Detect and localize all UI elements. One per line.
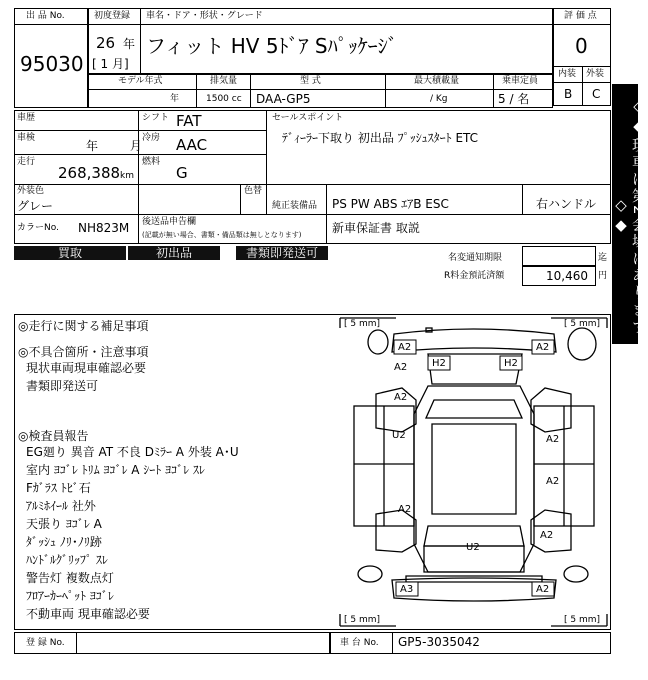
name-change-box — [522, 246, 596, 266]
venue-banner — [612, 84, 648, 344]
score-value: 0 — [575, 34, 588, 58]
shift-value: FAT — [176, 112, 202, 130]
fuel-value: G — [176, 164, 188, 182]
corner-label: [ 5 mm] — [564, 319, 601, 329]
corner-label: [ 5 mm] — [344, 319, 381, 329]
inspector-line: 室内 ﾖｺﾞﾚ ﾄﾘﾑ ﾖｺﾞﾚ A ｼｰﾄ ﾖｺﾞﾚ ｽﾚ — [26, 463, 205, 477]
svg-text:A2: A2 — [398, 342, 412, 353]
score-label: 評 価 点 — [564, 11, 597, 21]
badge-buyout: 買取 — [14, 246, 126, 260]
recycle-value: 10,460 — [546, 269, 588, 283]
damage-mark: A2 — [394, 392, 408, 403]
interior-grade: B — [564, 87, 573, 101]
displacement-label: 排気量 — [210, 76, 238, 86]
reg-no-label: 登 録 No. — [26, 638, 65, 648]
car-name: フィット HV 5ﾄﾞｱ Sﾊﾟｯｹｰｼﾞ — [146, 34, 398, 58]
defect-line: 書類即発送可 — [26, 379, 99, 393]
color-no-value: NH823M — [78, 221, 130, 235]
model-year-unit: 年 — [170, 94, 180, 104]
name-change-label: 名変通知期限 — [448, 253, 503, 263]
svg-text:H2: H2 — [504, 358, 518, 369]
name-label: 車名・ドア・形状・グレード — [146, 11, 263, 21]
inspector-line: Fｶﾞﾗｽ ﾄﾋﾞ石 — [26, 481, 91, 495]
svg-text:H2: H2 — [432, 358, 446, 369]
damage-mark: A2 — [394, 362, 408, 373]
capacity-label: 乗車定員 — [502, 76, 539, 86]
inspection-value: 年 月 — [86, 139, 142, 153]
model-year-label: モデル年式 — [118, 76, 163, 86]
year-unit: 年 — [123, 37, 136, 51]
inspector-line: ｱﾙﾐﾎｲｰﾙ 社外 — [26, 499, 96, 513]
inspection-label: 車検 — [17, 133, 36, 143]
svg-text:A2: A2 — [536, 342, 550, 353]
corner-label: [ 5 mm] — [564, 615, 601, 625]
exterior-label: 外装 — [586, 69, 605, 79]
sales-point-text: ﾃﾞｨｰﾗｰ下取り 初出品 ﾌﾟｯｼｭｽﾀｰﾄ ETC — [282, 131, 479, 145]
svg-text:A2: A2 — [536, 584, 550, 595]
equipment-value: PS PW ABS ｴｱB ESC — [332, 197, 449, 211]
mileage-unit: km — [120, 171, 134, 181]
repaint-label: 色替 — [244, 186, 263, 196]
warranty-value: 新車保証書 取説 — [332, 221, 420, 235]
type-value: DAA-GP5 — [256, 92, 311, 106]
mileage-value: 268,388 — [58, 164, 121, 182]
badge-first-listing: 初出品 — [128, 246, 220, 260]
inspector-line: ﾊﾝﾄﾞﾙｸﾞﾘｯﾌﾟ ｽﾚ — [26, 553, 108, 567]
inspector-label: ◎検査員報告 — [18, 429, 89, 443]
ac-label: 冷房 — [142, 133, 161, 143]
inspector-line: 不動車両 現車確認必要 — [26, 607, 150, 621]
equipment-label: 純正装備品 — [272, 201, 318, 211]
damage-mark — [396, 582, 418, 596]
ext-color-label: 外装色 — [17, 186, 45, 196]
lot-no: 95030 — [20, 52, 84, 76]
venue-banner-text: ◇◆現車は第2会場にあります◇◆ — [612, 96, 648, 336]
recycle-label: R料金預託済額 — [444, 271, 505, 281]
color-no-label: カラーNo. — [17, 223, 59, 233]
first-reg-label: 初度登録 — [94, 11, 131, 21]
ext-color-value: グレー — [17, 199, 54, 213]
chassis-no: GP5-3035042 — [398, 635, 480, 649]
svg-text:A3: A3 — [400, 584, 414, 595]
inspector-line: EG廻り 異音 AT 不良 Dﾐﾗｰ A 外装 A･U — [26, 445, 239, 459]
exterior-grade: C — [592, 87, 601, 101]
mileage-label: 走行 — [17, 157, 36, 167]
interior-label: 内装 — [558, 69, 577, 79]
capacity-value: 5 / 名 — [498, 92, 530, 106]
chassis-label: 車 台 No. — [340, 638, 379, 648]
first-reg-month: [ 1 月] — [92, 57, 129, 71]
corner-label: [ 5 mm] — [344, 615, 381, 625]
first-reg-year: 26 — [96, 34, 116, 52]
defects-label: ◎不具合箇所・注意事項 — [18, 345, 149, 359]
damage-mark — [394, 340, 416, 354]
damage-mark — [532, 582, 554, 596]
inspector-line: 天張り ﾖｺﾞﾚ A — [26, 517, 102, 531]
sales-point-label: セールスポイント — [272, 113, 344, 123]
driving-label: ◎走行に関する補足事項 — [18, 319, 149, 333]
post-docs-label: 後送品申告欄 — [142, 217, 197, 227]
car-damage-diagram — [336, 314, 611, 630]
damage-mark: U2 — [466, 542, 480, 553]
inspector-line: ﾀﾞｯｼｭ ﾉﾘ･ﾉﾘ跡 — [26, 535, 102, 549]
fuel-label: 燃料 — [142, 157, 161, 167]
post-docs-note: (記載が無い場合、書類・備品類は無しとなります) — [142, 231, 302, 239]
name-change-unit: 迄 — [598, 253, 608, 263]
defect-line: 現状車両現車確認必要 — [26, 361, 147, 375]
steering-value: 右ハンドル — [536, 197, 597, 211]
damage-mark: A2 — [546, 476, 560, 487]
inspector-line: ﾌﾛｱｰｶｰﾍﾟｯﾄ ﾖｺﾞﾚ — [26, 589, 114, 603]
damage-mark: A2 — [546, 434, 560, 445]
lot-no-label: 出 品 No. — [26, 11, 65, 21]
damage-mark — [532, 340, 554, 354]
history-label: 車歴 — [17, 113, 36, 123]
max-load-value: / Kg — [430, 94, 448, 104]
inspector-line: 警告灯 複数点灯 — [26, 571, 114, 585]
max-load-label: 最大積載量 — [414, 76, 460, 86]
damage-mark — [500, 356, 522, 370]
ac-value: AAC — [176, 136, 208, 154]
type-label: 型 式 — [300, 76, 321, 86]
damage-mark: A2 — [398, 504, 412, 515]
recycle-unit: 円 — [598, 271, 608, 281]
damage-mark: A2 — [540, 530, 554, 541]
badge-docs-immediate: 書類即発送可 — [236, 246, 328, 260]
shift-label: シフト — [142, 113, 170, 123]
damage-mark — [428, 356, 450, 370]
displacement-value: 1500 cc — [206, 94, 242, 104]
damage-mark: U2 — [392, 430, 406, 441]
